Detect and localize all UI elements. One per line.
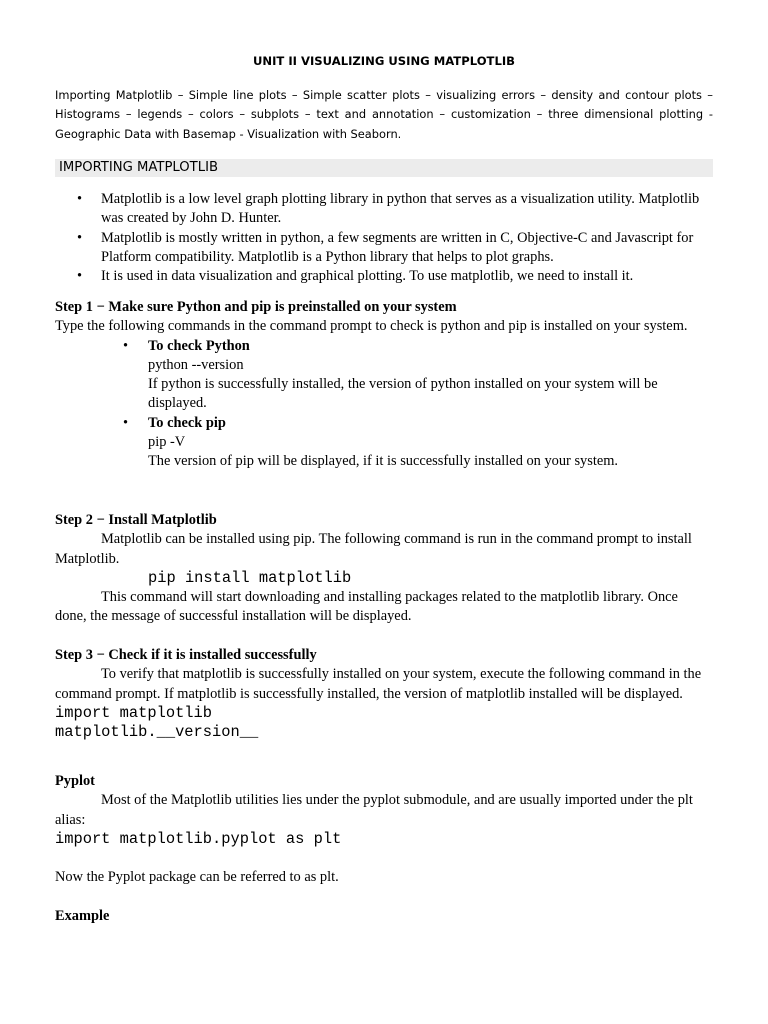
intro-bullet-list (55, 190, 713, 286)
section-heading: IMPORTING MATPLOTLIB (59, 160, 219, 175)
bullet-icon: • (77, 268, 83, 285)
example-section (55, 907, 713, 926)
list-item-text: Matplotlib is mostly written in python, a few segments are written in C, Objective-C and Javascript for Platform compatibility. Matplotlib is a Python library that helps to plot graphs. (101, 229, 694, 265)
step3-code-line-2: matplotlib.__version__ (55, 723, 259, 742)
pyplot-section (55, 772, 713, 849)
list-item (55, 267, 713, 286)
step3-section (55, 646, 713, 742)
check-pip-note: The version of pip will be displayed, if it is successfully installed on your system. (148, 453, 619, 470)
check-python-command: python --version (148, 356, 244, 373)
syllabus-paragraph: Importing Matplotlib – Simple line plots – Simple scatter plots – visualizing errors – density and contour plots – Histograms – legends – colors – subplots – text and annotation – customization – three dimensional plotting - Geographic Data with Basemap - Visualization with Seaborn. (55, 88, 713, 141)
list-item (55, 414, 713, 472)
check-pip-label: To check pip (148, 414, 226, 431)
step2-section (55, 511, 713, 627)
step2-heading: Step 2 − Install Matplotlib (55, 512, 217, 528)
step2-text: Matplotlib can be installed using pip. The following command is run in the command prompt to install Matplotlib. (55, 531, 692, 567)
step3-heading: Step 3 − Check if it is installed successfully (55, 647, 317, 663)
step2-code: pip install matplotlib (148, 568, 352, 587)
pyplot-heading: Pyplot (55, 773, 95, 789)
pyplot-after-text: Now the Pyplot package can be referred to as plt. (55, 869, 339, 885)
bullet-icon: • (77, 191, 83, 207)
step3-code-line-1: import matplotlib (55, 703, 213, 722)
bullet-icon: • (77, 229, 83, 246)
list-item (55, 337, 713, 414)
check-python-label: To check Python (148, 337, 250, 354)
check-python-note: If python is successfully installed, the version of python installed on your system will be displayed. (148, 376, 658, 412)
list-item-text: Matplotlib is a low level graph plotting library in python that serves as a visualization utility. Matplotlib was created by John D. Hunter. (101, 191, 700, 227)
pyplot-code: import matplotlib.pyplot as plt (55, 829, 342, 848)
pyplot-text: Most of the Matplotlib utilities lies under the pyplot submodule, and are usually imported under the plt alias: (55, 792, 693, 828)
bullet-icon: • (123, 414, 129, 431)
page-title: UNIT II VISUALIZING USING MATPLOTLIB (252, 54, 515, 68)
step3-text: To verify that matplotlib is successfully installed on your system, execute the following command in the command prompt. If matplotlib is successfully installed, the version of matplotlib installed will be displayed. (55, 666, 702, 702)
check-pip-command: pip -V (148, 434, 186, 451)
step1-text: Type the following commands in the command prompt to check is python and pip is installed on your system. (55, 318, 688, 335)
step1-section (55, 298, 713, 472)
section-heading-bar (55, 159, 713, 177)
example-heading: Example (55, 908, 110, 924)
list-item-text: It is used in data visualization and graphical plotting. To use matplotlib, we need to install it. (101, 268, 634, 285)
list-item (55, 229, 713, 268)
bullet-icon: • (123, 337, 129, 354)
step1-heading: Step 1 − Make sure Python and pip is preinstalled on your system (55, 299, 457, 315)
step2-after-text: This command will start downloading and installing packages related to the matplotlib library. Once done, the message of successful installation will be displayed. (55, 589, 678, 625)
list-item (55, 190, 713, 229)
